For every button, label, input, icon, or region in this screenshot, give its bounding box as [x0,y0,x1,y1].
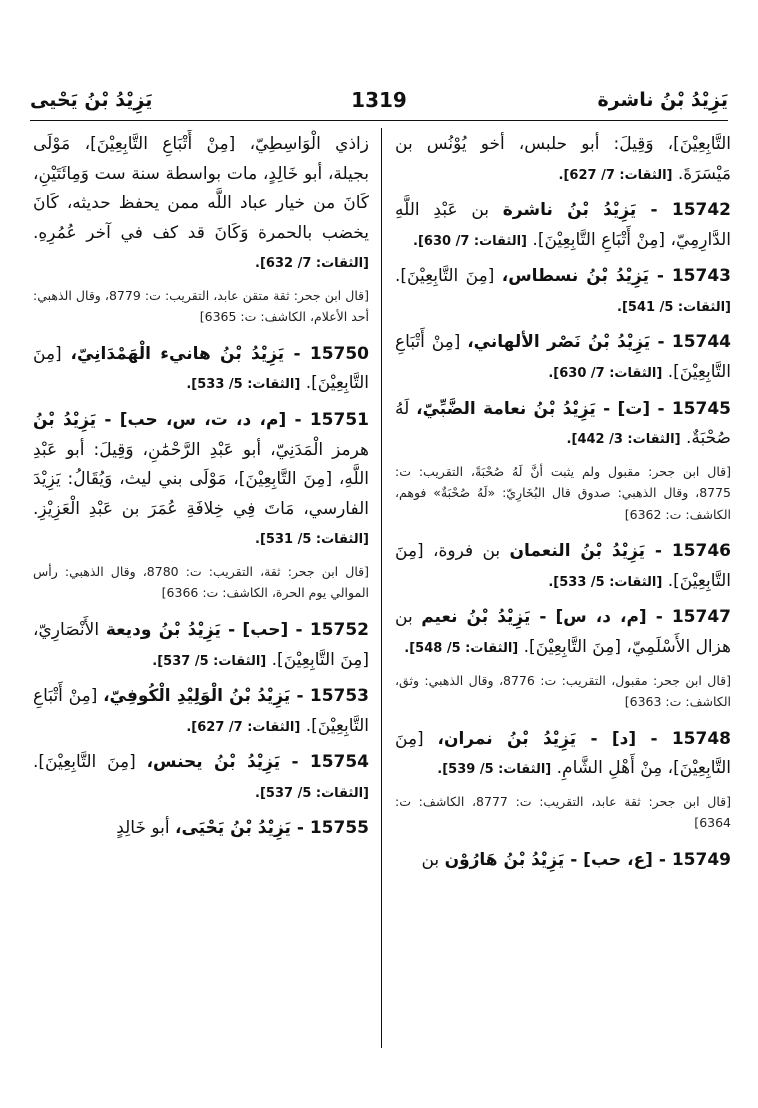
biography-entry [33,406,369,554]
entry-heading: 15754 - يَزِيْدُ بْنُ يحنس، [146,752,369,773]
biography-entry [395,262,731,321]
entry-text: زاذي الْوَاسِطِيّ، [مِنْ أَتْبَاعِ التَّابِعِيْنَ]، مَوْلَى بجيلة، أبو خَالِدٍ، مات بواسطة سنة ست وَمِائَتَيْنِ، كَانَ من خيار عباد اللَّه ممن يحفظ حديثه، كَانَ يخضب بالحمرة وَكَانَ قد كف في آخر عُمُرِهِ. [33,134,369,243]
page-header [30,82,728,118]
footnote-citation [395,461,731,526]
source-reference: [الثقات: 5/ 539]. [437,762,552,778]
biography-entry [33,616,369,675]
page-number: 1319 [351,88,407,112]
entry-text: بن هزال الأَسْلَمِيّ، [مِنَ التَّابِعِيْنَ]. [395,607,731,658]
entry-text: بن عَبْدِ اللَّهِ الدَّارِمِيّ، [مِنْ أَتْبَاعِ التَّابِعِيْنَ]. [395,200,731,250]
header-right-title: يَزِيْدُ بْنُ ناشرة [597,89,728,111]
entry-heading: 15751 - [م، د، ت، س، حب] - يَزِيْدُ بْنُ [33,410,369,431]
entry-heading: 15753 - يَزِيْدُ بْنُ الْوَلِيْدِ الْكُوفِيّ، [103,686,369,707]
entry-text: التَّابِعِيْنَ]، وَقِيلَ: أبو حلبس، أخو يُوْنُس بن مَيْسَرَةَ. [395,134,731,184]
biography-entry [395,846,731,876]
entry-heading: 15747 - [م، د، س] - يَزِيْدُ بْنُ نعيم [421,607,731,628]
entry-text: [مِنْ أَتْبَاعِ التَّابِعِيْنَ]. [395,332,731,383]
column-divider [381,128,382,1048]
entry-heading: 15748 - [د] - يَزِيْدُ بْنُ نمران، [437,728,731,749]
source-reference: [الثقات: 5/ 537]. [152,653,267,669]
source-reference: [الثقات: 7/ 630]. [548,366,663,382]
entry-heading: 15744 - يَزِيْدُ بْنُ نَصْر الألهاني، [467,332,731,353]
right-column [395,130,731,1080]
biography-entry [395,130,731,189]
entry-heading: 15749 - [ع، حب] - يَزِيْدُ بْنُ هَارُوْن [444,849,731,870]
source-reference: [الثقات: 5/ 533]. [548,574,663,590]
biography-entry [395,537,731,596]
source-reference: [الثقات: 5/ 531]. [255,532,369,548]
biography-entry [395,196,731,255]
entry-text: [مِنَ التَّابِعِيْنَ]. [395,266,495,287]
note-text: [قال ابن جحر: ثقة عابد، التقريب: ت: 8777، الكاشف: ت: 6364] [395,793,731,831]
note-text: [قال ابن جحر: مقبول، التقريب: ت: 8776، وقال الذهبي: وثق، الكاشف: ت: 6363] [395,672,731,710]
note-text: [قال ابن جحر: مقبول ولم يثبت أنَّ لَهُ صُحْبَةً، التقريب: ت: 8775، وقال الذهبي: صدوق قال البُخَارِيّ: «لَهُ صُحْبَةٌ» فوهم، الكاشف: ت: 6362] [395,463,731,522]
biography-entry [33,340,369,399]
footnote-citation [395,791,731,834]
note-text: [قال ابن جحر: ثقة، التقريب: ت: 8780، وقال الذهبي: رأس الموالي يوم الحرة، الكاشف: ت: 6366] [33,563,369,601]
left-column [33,130,369,1080]
entry-heading: 15742 - يَزِيْدُ بْنُ ناشرة [502,200,731,221]
entry-text: لَهُ صُحْبَةٌ. [395,398,731,449]
entry-heading: 15743 - يَزِيْدُ بْنُ نسطاس، [501,266,731,287]
footnote-citation [33,561,369,604]
entry-heading: 15752 - [حب] - يَزِيْدُ بْنُ وديعة [105,619,369,640]
footnote-citation [395,670,731,713]
source-reference: [الثقات: 7/ 627]. [186,719,301,735]
entry-text: [مِنَ التَّابِعِيْنَ]. [33,752,136,773]
source-reference: [الثقات: 7/ 627]. [558,167,673,183]
biography-entry [33,130,369,278]
entry-heading: 15750 - يَزِيْدُ بْنُ هانيء الْهَمْدَانِيّ، [70,343,369,364]
entry-text: الأَنْصَارِيّ، [مِنَ التَّابِعِيْنَ]. [33,619,369,670]
entry-text: بن فروة، [مِنَ التَّابِعِيْنَ]. [395,541,731,591]
header-left-title: يَزِيْدُ بْنُ يَحْيى [30,89,153,111]
entry-heading: 15755 - يَزِيْدُ بْنُ يَحْيَى، [175,818,369,839]
entry-text: [مِنَ التَّابِعِيْنَ]، مِنْ أَهْلِ الشَّامِ. [395,728,731,779]
biography-entry [33,814,369,844]
entry-text: هرمز الْمَدَنِيّ، أبو عَبْدِ الرَّحْمَٰنِ، وَقِيلَ: أبو عَبْدِ اللَّهِ، [مِنَ التَّابِعِيْنَ]، مَوْلَى بني ليث، وَيُقَالُ: يَزِيْدَ الفارسي، مَاتَ فِي خِلافَةِ عُمَرَ بن عَبْدِ الْعَزِيْزِ. [33,439,369,519]
biography-entry [395,395,731,454]
note-text: [قال ابن جحر: ثقة متقن عابد، التقريب: ت: 8779، وقال الذهبي: أحد الأعلام، الكاشف: ت: 6365] [33,287,369,325]
footnote-citation [33,285,369,328]
entry-text: [مِنْ أَتْبَاعِ التَّابِعِيْنَ]. [33,686,369,736]
source-reference: [الثقات: 5/ 548]. [404,641,519,657]
entry-text: أبو خَالِدٍ [116,818,170,839]
source-reference: [الثقات: 7/ 632]. [255,256,369,272]
biography-entry [33,748,369,807]
entry-text: بن [421,849,440,870]
source-reference: [الثقات: 5/ 537]. [255,785,369,801]
biography-entry [395,328,731,387]
entry-heading: 15745 - [ت] - يَزِيْدُ بْنُ نعامة الضَّبِّيّ، [416,398,731,419]
source-reference: [الثقات: 7/ 630]. [413,233,528,249]
header-rule [30,120,728,121]
source-reference: [الثقات: 5/ 541]. [617,299,731,315]
source-reference: [الثقات: 5/ 533]. [186,377,301,393]
entry-heading: 15746 - يَزِيْدُ بْنُ النعمان [509,541,731,562]
source-reference: [الثقات: 3/ 442]. [566,432,681,448]
entry-text: [مِنَ التَّابِعِيْنَ]. [33,343,369,394]
biography-entry [33,682,369,741]
biography-entry [395,603,731,662]
biography-entry [395,725,731,784]
